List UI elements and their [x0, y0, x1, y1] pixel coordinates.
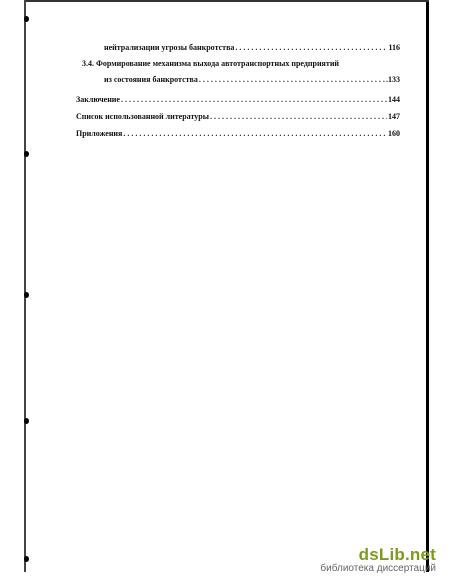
toc-entry [104, 74, 400, 85]
toc-entry-title: нейтрализации угрозы банкротства [104, 43, 235, 52]
toc-entry [76, 111, 400, 122]
toc-leader-dots [123, 128, 387, 139]
punch-hole [24, 556, 29, 562]
toc-entry-title: из состояния банкротства [104, 75, 198, 84]
toc-entry-page: .133 [386, 75, 400, 84]
toc-entry [104, 42, 400, 53]
punch-hole [24, 292, 29, 298]
page-frame [24, 0, 429, 572]
dslib-logo: dsLib.net [358, 545, 436, 564]
toc-leader-dots [199, 74, 385, 85]
toc-entry-title: Заключение [76, 95, 120, 104]
toc-entry [76, 128, 400, 139]
toc-entry-page: 160 [388, 129, 400, 138]
punch-hole [24, 16, 29, 22]
toc-leader-dots [235, 42, 387, 53]
toc-entry [76, 94, 400, 105]
toc-entry-page: 116 [388, 43, 400, 52]
watermark-subtitle: библиотека диссертаций [320, 563, 436, 574]
punch-hole [24, 151, 29, 157]
dslib-watermark [320, 545, 436, 574]
toc-entry-title: Список использованной литературы [76, 112, 209, 121]
toc-leader-dots [121, 94, 387, 105]
page-left-edge [24, 0, 26, 572]
toc-entry-page: 144 [388, 95, 400, 104]
toc-entry-title: 3.4. Формирование механизма выхода автотранспортных предприятий [82, 59, 340, 68]
toc-entry-page: 147 [388, 112, 400, 121]
page-top-edge [24, 0, 429, 2]
toc-entry-title: Приложения [76, 129, 123, 138]
toc-leader-dots [210, 111, 387, 122]
punch-hole [24, 418, 29, 424]
